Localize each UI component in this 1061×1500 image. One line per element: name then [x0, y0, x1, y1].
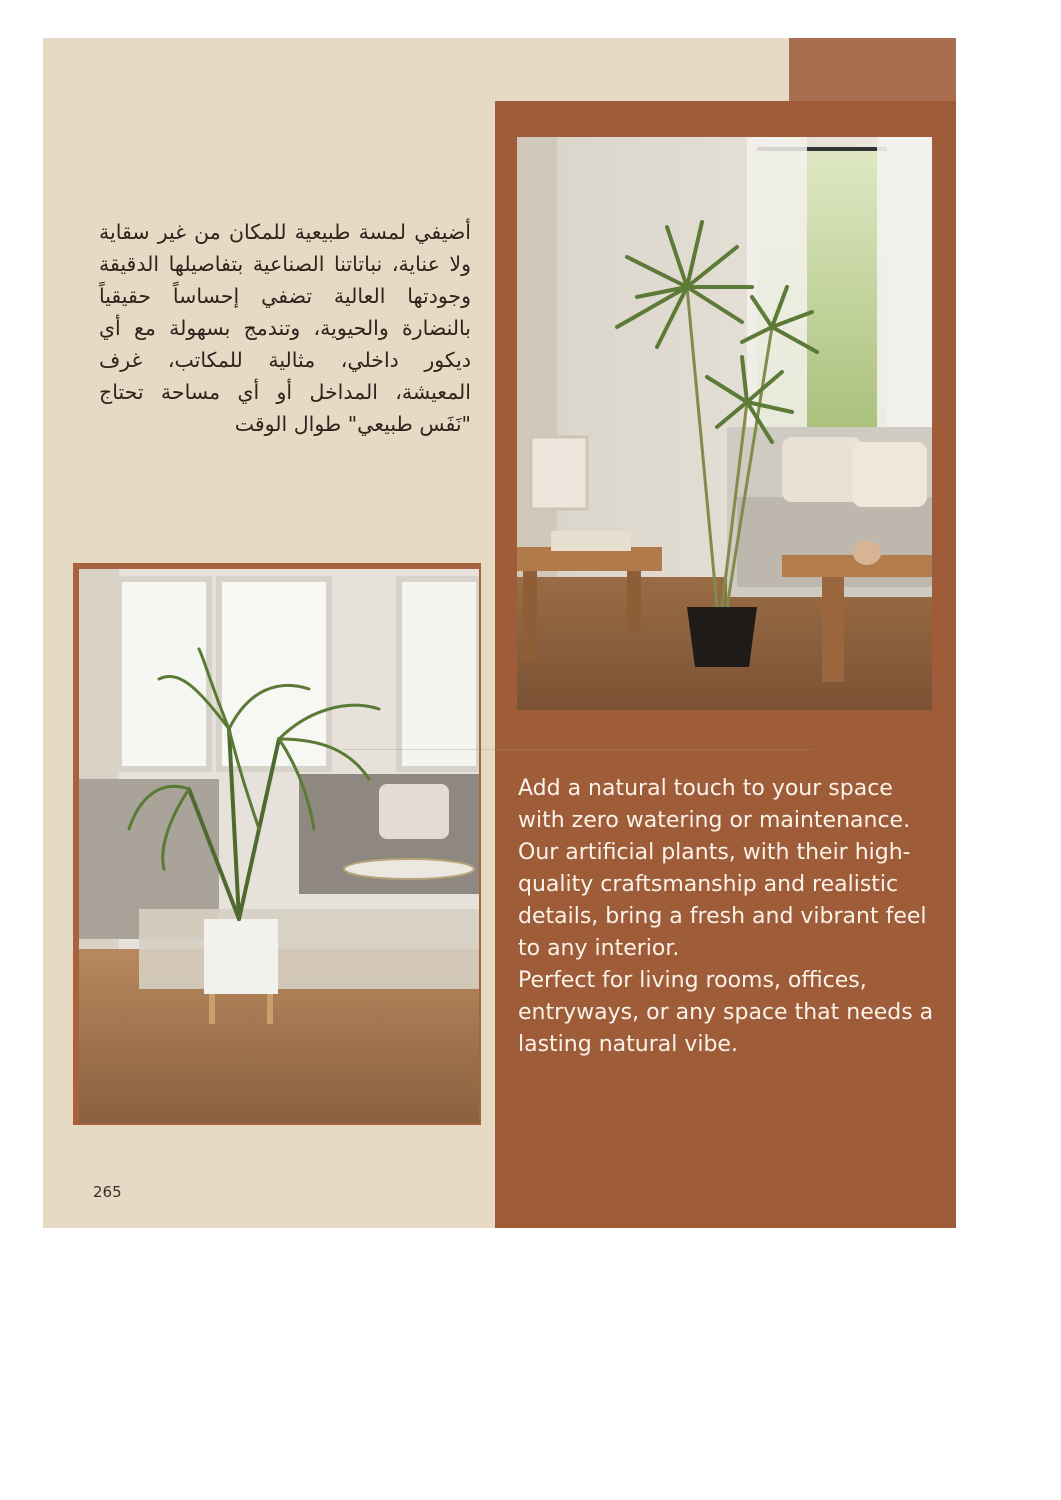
- product-photo-palm: [79, 569, 479, 1123]
- arabic-description: أضيفي لمسة طبيعية للمكان من غير سقاية ولا عناية، نباتاتنا الصناعية بتفاصيلها الدقيقة وجودتها العالية تضفي إحساساً حقيقياً بالنضارة والحيوية، وتندمج بسهولة مع أي ديكور داخلي، مثالية للمكاتب، غرف المعيشة، المداخل أو أي مساحة تحتاج "نَفَس طبيعي" طوال الوقت: [99, 220, 471, 436]
- accent-tab: [789, 38, 956, 101]
- watermark-line: [343, 749, 813, 750]
- english-paragraph-2: Our artificial plants, with their high-quality craftsmanship and realistic details, bring a fresh and vibrant feel to any interior.: [518, 840, 927, 961]
- english-paragraph-1: Add a natural touch to your space with zero watering or maintenance.: [518, 776, 911, 833]
- catalog-page: [43, 38, 956, 1228]
- english-paragraph-3: Perfect for living rooms, offices, entryways, or any space that needs a lasting natural vibe.: [518, 968, 934, 1057]
- product-photo-dracaena: [517, 137, 932, 710]
- page-number: 265: [93, 1183, 122, 1201]
- english-description: [518, 773, 938, 1061]
